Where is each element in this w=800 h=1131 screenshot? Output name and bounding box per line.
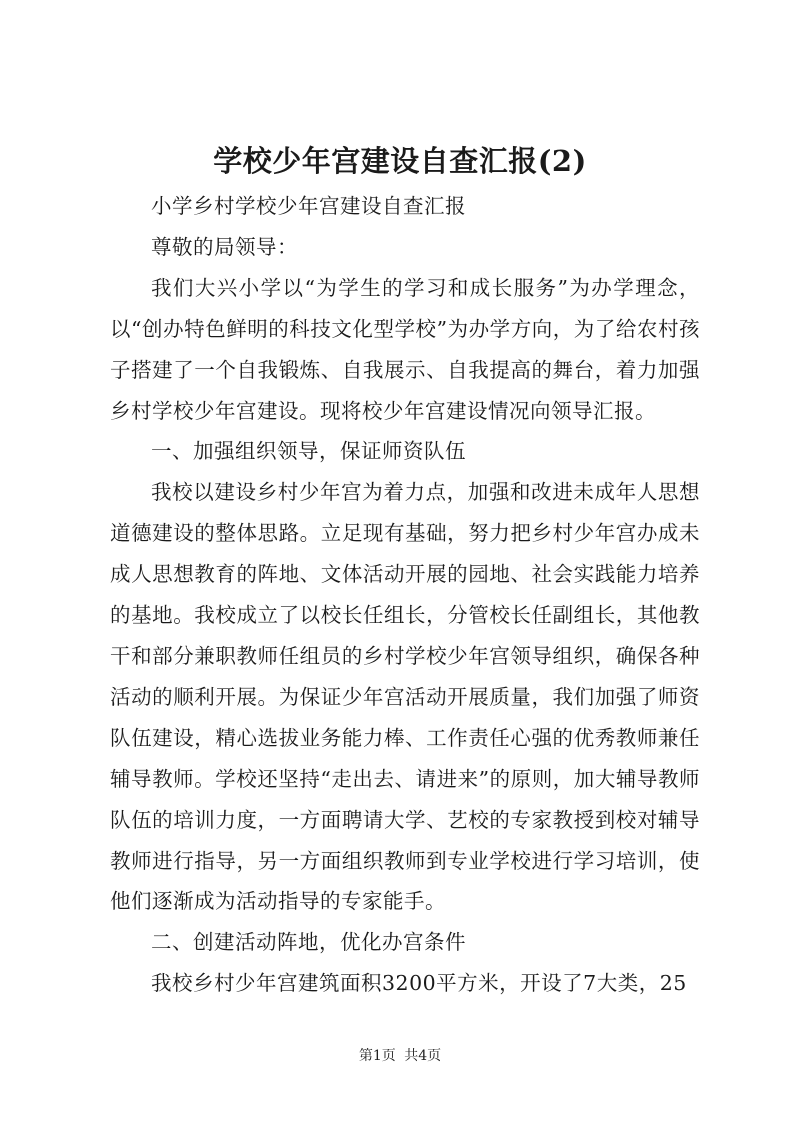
paragraph-section-2: 我校乡村少年宫建筑面积3200平方米，开设了7大类，25 bbox=[151, 971, 687, 996]
document-body bbox=[110, 186, 700, 1004]
document-title: 学校少年宫建设自查汇报(2) bbox=[213, 144, 587, 178]
section-heading-2: 二、创建活动阵地，优化办宫条件 bbox=[151, 930, 466, 955]
page-footer bbox=[0, 1046, 800, 1066]
section-heading-1: 一、加强组织领导，保证师资队伍 bbox=[151, 439, 466, 464]
paragraph-intro: 我们大兴小学以“为学生的学习和成长服务”为办学理念，以“创办特色鲜明的科技文化型学校”为办学方向，为了给农村孩子搭建了一个自我锻炼、自我展示、自我提高的舞台，着力加强乡村学校少年宫建设。现将校少年宫建设情况向领导汇报。 bbox=[110, 275, 700, 423]
paragraph-section-1: 我校以建设乡村少年宫为着力点，加强和改进未成年人思想道德建设的整体思路。立足现有基础，努力把乡村少年宫办成未成人思想教育的阵地、文体活动开展的园地、社会实践能力培养的基地。我校成立了以校长任组长，分管校长任副组长，其他教干和部分兼职教师任组员的乡村学校少年宫领导组织，确保各种活动的顺利开展。为保证少年宫活动开展质量，我们加强了师资队伍建设，精心选拔业务能力棒、工作责任心强的优秀教师兼任辅导教师。学校还坚持“走出去、请进来”的原则，加大辅导教师队伍的培训力度，一方面聘请大学、艺校的专家教授到校对辅导教师进行指导，另一方面组织教师到专业学校进行学习培训，使他们逐渐成为活动指导的专家能手。 bbox=[110, 480, 700, 914]
paragraph-salutation: 尊敬的局领导： bbox=[151, 234, 298, 259]
paragraph-subtitle: 小学乡村学校少年宫建设自查汇报 bbox=[151, 194, 466, 218]
page-number: 第1页 bbox=[358, 1048, 396, 1064]
page-total: 共4页 bbox=[404, 1048, 442, 1064]
